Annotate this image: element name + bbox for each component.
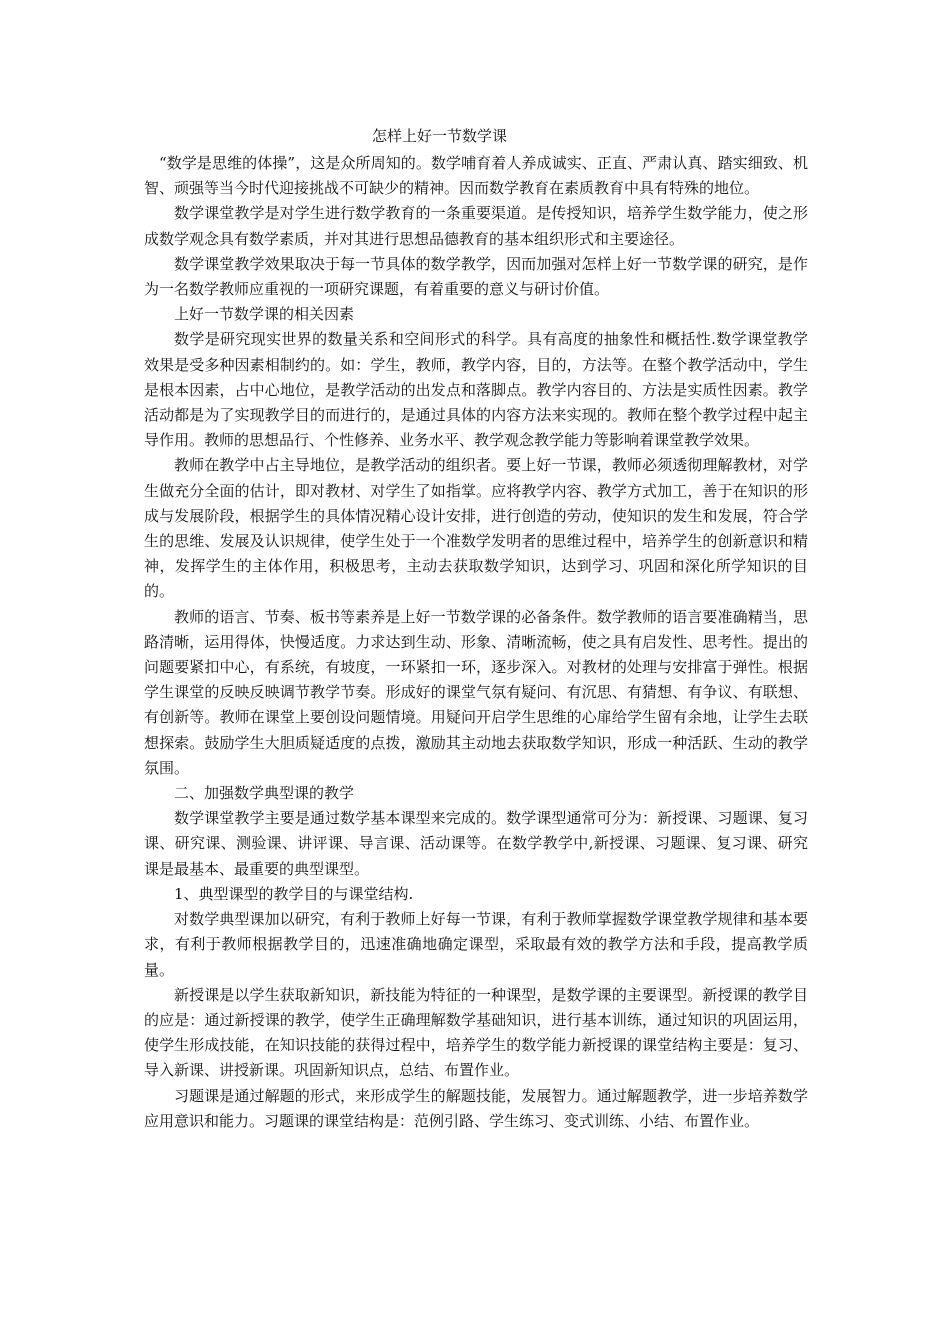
paragraph-teacher-role: 教师在教学中占主导地位，是教学活动的组织者。要上好一节课，教师必须透彻理解教材，对学生做充分全面的估计，即对教材、对学生了如指掌。应将教学内容、教学方式加工，善于在知识的形成与发展阶段，根据学生的具体情况精心设计安排，进行创造的劳动，使知识的发生和发展，符合学生的思维、发展及认识规律，使学生处于一个准数学发明者的思维过程中，培养学生的创新意识和精神，发挥学生的主体作用，积极思考，主动去获取数学知识，达到学习、巩固和深化所学知识的目的。 [144, 456, 808, 601]
paragraph-exercise-lesson: 习题课是通过解题的形式，来形成学生的解题技能，发展智力。通过解题教学，进一步培养数学应用意识和能力。习题课的课堂结构是：范例引路、学生练习、变式训练、小结、布置作业。 [144, 1086, 808, 1130]
paragraph-classroom-teaching: 数学课堂教学是对学生进行数学教育的一条重要渠道。是传授知识，培养学生数学能力，使之形成数学观念具有数学素质，并对其进行思想品德教育的基本组织形式和主要途径。 [144, 204, 808, 248]
subsection-heading-purpose-structure: 1、典型课型的教学目的与课堂结构. [174, 884, 414, 903]
paragraph-lesson-types: 数学课堂教学主要是通过数学基本课型来完成的。数学课型通常可分为：新授课、习题课、复习课、研究课、测验课、讲评课、导言课、活动课等。在数学教学中,新授课、习题课、复习课、研究课是最基本、最重要的典型课型。 [144, 809, 808, 878]
paragraph-intro: “数学是思维的体操”，这是众所周知的。数学哺育着人养成诚实、正直、严肃认真、踏实细致、机智、顽强等当今时代迎接挑战不可缺少的精神。因而数学教育在素质教育中具有特殊的地位。 [144, 154, 808, 198]
section-heading-factors: 上好一节数学课的相关因素 [174, 305, 355, 324]
paragraph-new-lesson: 新授课是以学生获取新知识，新技能为特征的一种课型，是数学课的主要课型。新授课的教学目的应是：通过新授课的教学，使学生正确理解数学基础知识，进行基本训练，通过知识的巩固运用，使学生形成技能，在知识技能的获得过程中，培养学生的数学能力新授课的课堂结构主要是：复习、导入新课、讲授新课。巩固新知识点，总结、布置作业。 [144, 985, 808, 1080]
paragraph-teaching-effect: 数学课堂教学效果取决于每一节具体的数学教学，因而加强对怎样上好一节数学课的研究，是作为一名数学教师应重视的一项研究课题，有着重要的意义与研讨价值。 [144, 254, 808, 299]
section-heading-typical-lessons: 二、加强数学典型课的教学 [174, 784, 355, 803]
document-title: 怎样上好一节数学课 [372, 127, 508, 145]
paragraph-teacher-language: 教师的语言、节奏、板书等素养是上好一节数学课的必备条件。数学教师的语言要准确精当，思路清晰，运用得体，快慢适度。力求达到生动、形象、清晰流畅，使之具有启发性、思考性。提出的问题要紧扣中心，有系统，有坡度，一环紧扣一环，逐步深入。对教材的处理与安排富于弹性。根据学生课堂的反映反映调节教学节奏。形成好的课堂气氛有疑问、有沉思、有猜想、有争议、有联想、有创新等。教师在课堂上要创设问题情境。用疑问开启学生思维的心扉给学生留有余地，让学生去联想探索。鼓励学生大胆质疑适度的点拨，激励其主动地去获取数学知识，形成一种活跃、生动的教学氛围。 [144, 607, 808, 777]
paragraph-research-benefit: 对数学典型课加以研究，有利于教师上好每一节课，有利于教师掌握数学课堂教学规律和基本要求，有利于教师根据教学目的，迅速准确地确定课型，采取最有效的教学方法和手段，提高教学质量。 [144, 910, 808, 979]
document-page [144, 124, 808, 1134]
paragraph-math-definition: 数学是研究现实世界的数量关系和空间形式的科学。具有高度的抽象性和概括性.数学课堂教学效果是受多种因素相制约的。如：学生，教师，教学内容，目的，方法等。在整个教学活动中，学生是根本因素，占中心地位，是教学活动的出发点和落脚点。教学内容目的、方法是实质性因素。教学活动都是为了实现教学目的而进行的，是通过具体的内容方法来实现的。教师在整个教学过程中起主导作用。教师的思想品行、个性修养、业务水平、教学观念教学能力等影响着课堂教学效果。 [144, 330, 808, 450]
